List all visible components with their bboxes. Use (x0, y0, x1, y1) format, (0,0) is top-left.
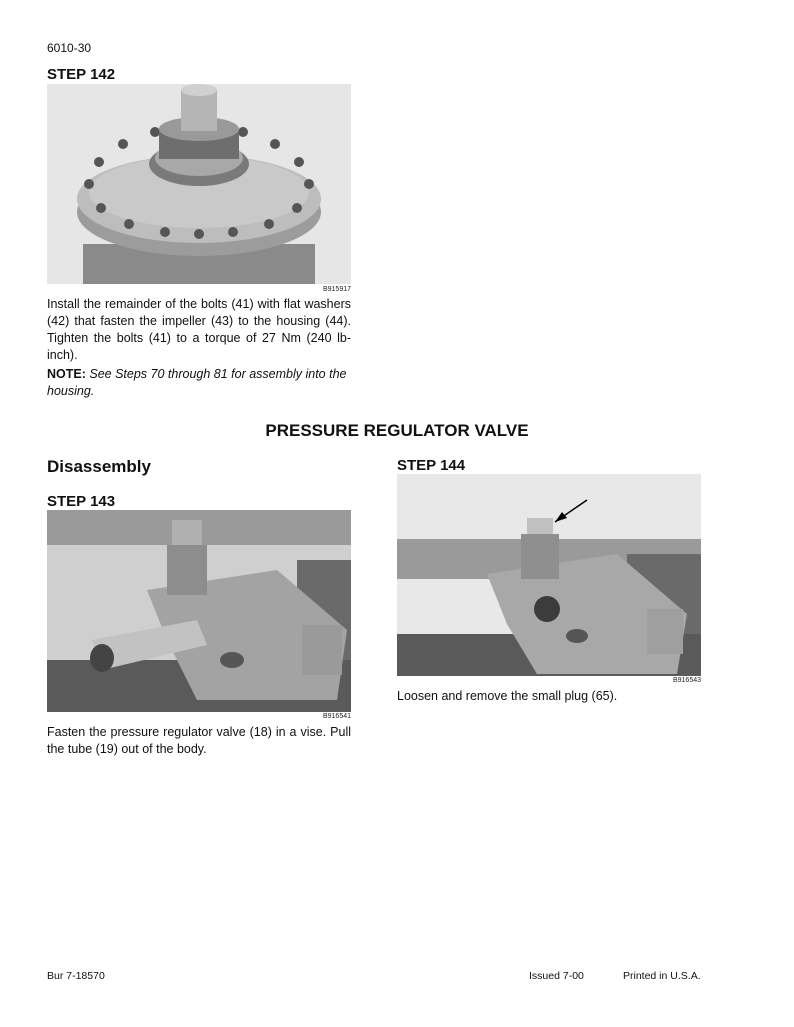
footer-bur-number: Bur 7-18570 (47, 970, 105, 982)
footer-printed: Printed in U.S.A. (623, 970, 701, 982)
disassembly-heading: Disassembly (47, 457, 151, 476)
footer-issued: Issued 7-00 (529, 970, 584, 982)
step-142-note (47, 366, 351, 400)
page-number: 6010-30 (47, 41, 92, 55)
step-144-title: STEP 144 (397, 457, 466, 474)
step-144-text: Loosen and remove the small plug (65). (397, 689, 618, 703)
step-143-title: STEP 143 (47, 493, 116, 510)
step-142-text: Install the remainder of the bolts (41) with flat washers (42) that fasten the impeller (43) to the housing (44). Tighten the bolts (41) to a torque of 27 Nm (240 lb-inch). (47, 297, 351, 362)
section-title: PRESSURE REGULATOR VALVE (265, 421, 529, 440)
step-143-photo (47, 510, 351, 712)
note-label: NOTE: (47, 367, 86, 381)
step-143-text: Fasten the pressure regulator valve (18) in a vise. Pull the tube (19) out of the body. (47, 725, 351, 756)
note-text: See Steps 70 through 81 for assembly into the housing. (47, 367, 347, 398)
step-144-photo (397, 474, 701, 676)
step-142-figure-id: B915917 (322, 286, 351, 293)
step-143-figure-id: B916541 (322, 713, 351, 720)
step-142-title: STEP 142 (47, 66, 116, 83)
step-144-figure-id: B916543 (672, 677, 701, 684)
step-142-photo (47, 84, 351, 284)
